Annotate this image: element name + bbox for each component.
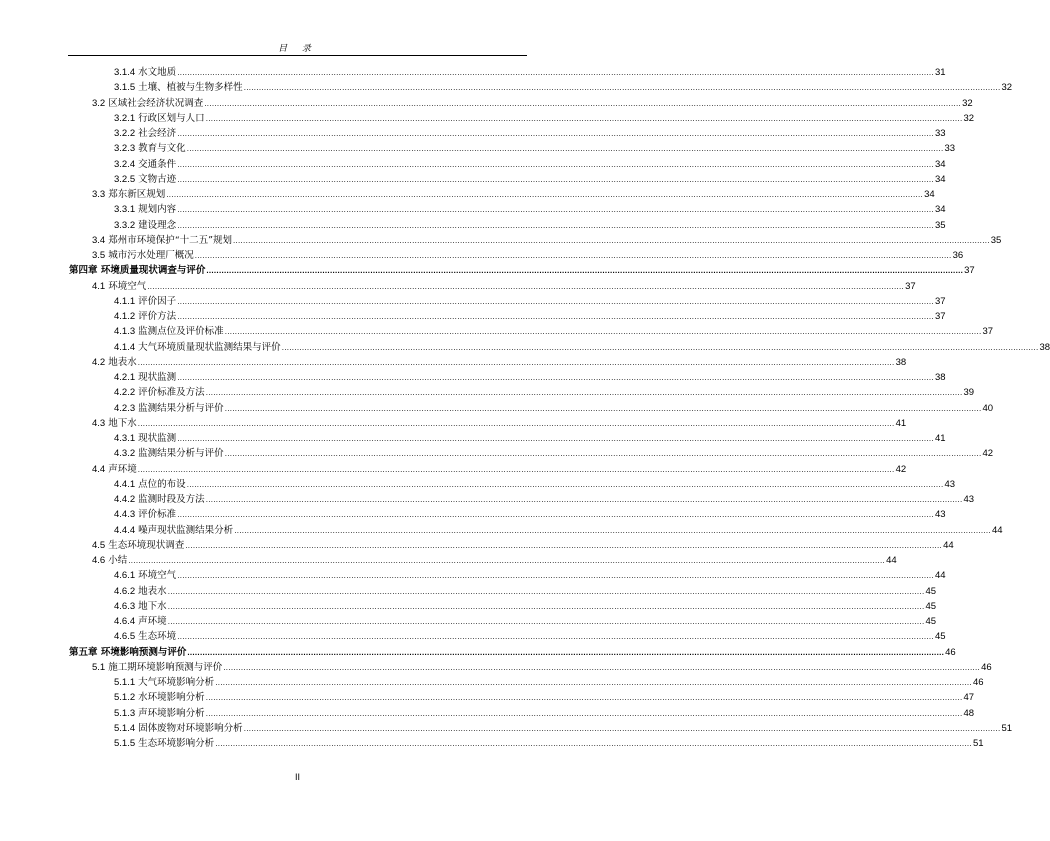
toc-entry-number: 4.3.1: [114, 433, 136, 444]
toc-entry-page: 37: [934, 311, 946, 322]
toc-leader-dots: ............................................................................................................................................................................................................................................................................................................: [243, 723, 1001, 733]
toc-entry[interactable]: [114, 522, 1003, 537]
toc-entry-page: 41: [934, 433, 946, 444]
toc-entry-page: 48: [963, 707, 975, 719]
toc-entry-title: 监测时段及方法: [138, 494, 205, 505]
toc-entry-number: 4.6.2: [114, 585, 136, 597]
toc-entry-number: 4.4.1: [114, 478, 136, 490]
toc-entry-number: 3.3: [92, 189, 106, 200]
toc-leader-dots: ............................................................................................................................................................................................................................................................................................................: [167, 586, 925, 596]
toc-entry-label: [114, 616, 167, 628]
toc-entry-label: [114, 82, 243, 94]
toc-entry-label: [114, 525, 233, 537]
toc-leader-dots: ............................................................................................................................................................................................................................................................................................................: [177, 220, 934, 230]
toc-entry[interactable]: [114, 323, 994, 338]
toc-entry-number: 4.1: [92, 280, 106, 292]
toc-chapter-entry[interactable]: [69, 262, 975, 277]
toc-entry-page: 43: [934, 509, 946, 521]
toc-entry[interactable]: [114, 400, 994, 415]
toc-entry-title: 生态环境影响分析: [138, 738, 215, 749]
toc-leader-dots: ............................................................................................................................................................................................................................................................................................................: [177, 205, 934, 215]
toc-entry-label: [92, 250, 194, 262]
toc-entry[interactable]: [114, 689, 975, 704]
toc-entry[interactable]: [114, 506, 946, 521]
header-rule: [68, 55, 527, 56]
toc-entry-number: 4.4: [92, 463, 106, 475]
toc-entry-label: [92, 235, 232, 247]
toc-entry[interactable]: [92, 461, 907, 476]
toc-entry-page: 32: [963, 112, 975, 124]
toc-entry-number: 4.6: [92, 555, 106, 566]
toc-leader-dots: ............................................................................................................................................................................................................................................................................................................: [128, 556, 886, 565]
toc-chapter-entry[interactable]: [69, 644, 956, 659]
toc-entry-page: 35: [934, 219, 946, 231]
toc-entry-number: 3.2.3: [114, 143, 136, 155]
toc-entry-title: 评价标准: [138, 509, 177, 521]
toc-entry-label: [92, 281, 146, 293]
toc-entry-title: 现状监测: [138, 372, 177, 383]
toc-entry[interactable]: [114, 369, 946, 384]
toc-entry[interactable]: [114, 705, 975, 720]
toc-entry-page: 37: [905, 280, 916, 292]
toc-entry-title: 大气环境影响分析: [138, 677, 215, 688]
toc-entry[interactable]: [114, 567, 946, 582]
toc-entry-page: 43: [944, 478, 956, 490]
toc-entry-title: 文物古迹: [138, 173, 177, 185]
toc-entry[interactable]: [114, 140, 956, 155]
toc-entry-title: 环境空气: [108, 280, 147, 292]
toc-entry-title: 规划内容: [138, 204, 177, 216]
toc-entry-label: [114, 738, 214, 750]
toc-entry-title: 监测结果分析与评价: [138, 448, 224, 460]
toc-leader-dots: ............................................................................................................................................................................................................................................................................................................: [167, 617, 925, 626]
toc-entry-title: 环境质量现状调查与评价: [100, 265, 206, 277]
toc-leader-dots: ............................................................................................................................................................................................................................................................................................................: [137, 357, 895, 367]
toc-entry-page: 47: [963, 692, 975, 704]
toc-leader-dots: ............................................................................................................................................................................................................................................................................................................: [205, 708, 963, 718]
toc-entry[interactable]: [114, 720, 1013, 735]
toc-leader-dots: ............................................................................................................................................................................................................................................................................................................: [137, 418, 895, 428]
toc-entry-page: 31: [934, 67, 946, 78]
toc-leader-dots: ............................................................................................................................................................................................................................................................................................................: [232, 235, 990, 245]
toc-entry-page: 33: [944, 143, 956, 155]
toc-entry-title: 地下水: [108, 417, 137, 429]
toc-entry[interactable]: [92, 354, 907, 369]
toc-entry-label: [114, 326, 224, 338]
toc-entry-title: 声环境: [108, 463, 137, 475]
toc-leader-dots: ............................................................................................................................................................................................................................................................................................................: [194, 251, 952, 260]
toc-entry-title: 生态环境现状调查: [108, 539, 185, 551]
toc-entry[interactable]: [114, 384, 975, 399]
toc-entry-title: 教育与文化: [138, 143, 186, 155]
toc-entry[interactable]: [114, 125, 946, 140]
toc-entry-number: 3.1.5: [114, 82, 136, 94]
toc-entry-page: 40: [982, 402, 994, 414]
toc-entry-page: 46: [972, 677, 984, 688]
toc-entry-title: 环境空气: [138, 570, 177, 582]
toc-entry-page: 38: [934, 372, 946, 383]
toc-entry-number: 3.2.5: [114, 173, 136, 185]
toc-entry[interactable]: [114, 339, 1050, 354]
toc-entry[interactable]: [114, 64, 946, 79]
toc-entry-label: [92, 98, 203, 110]
toc-entry-label: [114, 387, 205, 399]
toc-entry-title: 郑东新区规划: [108, 189, 166, 200]
toc-entry-number: 3.3.2: [114, 219, 136, 231]
toc-entry-number: 3.4: [92, 234, 106, 246]
toc-entry-label: [114, 677, 214, 689]
toc-leader-dots: ............................................................................................................................................................................................................................................................................................................: [177, 510, 934, 520]
toc-entry-page: 44: [991, 524, 1003, 536]
toc-entry-number: 4.1.3: [114, 326, 136, 338]
toc-entry-number: 4.4.3: [114, 509, 136, 521]
toc-entry-number: 4.6.1: [114, 570, 136, 582]
toc-entry[interactable]: [92, 95, 973, 110]
toc-entry-title: 郑州市环境保护“十二五”规划: [108, 234, 232, 246]
toc-entry-title: 建设理念: [138, 219, 177, 231]
toc-entry-title: 城市污水处理厂概况: [108, 250, 194, 261]
toc-entry-label: [114, 342, 281, 354]
toc-leader-dots: ............................................................................................................................................................................................................................................................................................................: [205, 495, 963, 504]
toc-entry-page: 45: [925, 585, 937, 597]
toc-entry[interactable]: [92, 552, 897, 567]
toc-entry-label: [114, 296, 176, 308]
toc-entry-number: 5.1.4: [114, 722, 136, 734]
toc-entry-number: 3.2.4: [114, 158, 136, 170]
toc-entry-number: 3.2: [92, 97, 106, 109]
toc-entry-label: [114, 204, 176, 216]
page-header-title: 目 录: [278, 44, 317, 54]
toc-entry-number: 4.2.1: [114, 372, 136, 383]
toc-entry-number: 5.1: [92, 661, 106, 673]
toc-leader-dots: ............................................................................................................................................................................................................................................................................................................: [137, 464, 895, 474]
toc-entry[interactable]: [114, 201, 946, 216]
toc-entry-title: 区域社会经济状况调查: [108, 97, 204, 109]
toc-entry-title: 施工期环境影响预测与评价: [108, 661, 223, 673]
toc-entry-label: [114, 67, 176, 79]
toc-entry[interactable]: [92, 278, 916, 293]
toc-leader-dots: ............................................................................................................................................................................................................................................................................................................: [177, 373, 934, 382]
toc-leader-dots: ............................................................................................................................................................................................................................................................................................................: [177, 632, 934, 642]
toc-entry-number: 4.1.2: [114, 311, 136, 322]
toc-entry-label: [92, 662, 222, 674]
toc-entry-label: [114, 372, 176, 384]
toc-entry-title: 交通条件: [138, 158, 177, 170]
toc-entry-number: 3.2.1: [114, 112, 136, 124]
toc-entry-page: 32: [1001, 82, 1013, 94]
toc-entry-label: [114, 174, 176, 186]
toc-entry-label: [92, 189, 165, 201]
toc-leader-dots: ............................................................................................................................................................................................................................................................................................................: [186, 479, 944, 489]
toc-entry-title: 地下水: [138, 600, 167, 612]
toc-entry-number: 第五章: [69, 646, 98, 658]
toc-leader-dots: ............................................................................................................................................................................................................................................................................................................: [234, 525, 991, 535]
toc-entry-label: [92, 555, 127, 567]
toc-entry-title: 土壤、植被与生物多样性: [138, 82, 243, 94]
toc-entry-title: 现状监测: [138, 433, 177, 444]
toc-leader-dots: ............................................................................................................................................................................................................................................................................................................: [224, 403, 982, 413]
toc-entry-title: 评价因子: [138, 295, 177, 307]
toc-entry-page: 44: [934, 570, 946, 582]
toc-entry-label: [114, 509, 176, 521]
toc-entry-title: 监测结果分析与评价: [138, 402, 224, 414]
toc-entry-page: 37: [982, 326, 994, 338]
toc-entry[interactable]: [114, 674, 984, 689]
toc-entry-number: 3.1.4: [114, 67, 136, 78]
toc-entry-page: 34: [934, 204, 946, 216]
toc-entry-page: 33: [934, 128, 946, 139]
toc-entry[interactable]: [114, 293, 946, 308]
toc-entry-page: 41: [895, 417, 907, 429]
toc-entry-title: 噪声现状监测结果分析: [138, 524, 234, 536]
toc-entry[interactable]: [92, 415, 907, 430]
toc-entry-label: [114, 723, 243, 735]
toc-entry-number: 4.3.2: [114, 448, 136, 460]
toc-entry-number: 4.6.4: [114, 616, 136, 627]
toc-entry-page: 45: [925, 600, 937, 612]
toc-entry-number: 4.6.3: [114, 600, 136, 612]
toc-entry[interactable]: [92, 247, 964, 262]
toc-entry[interactable]: [114, 171, 946, 186]
toc-leader-dots: ............................................................................................................................................................................................................................................................................................................: [215, 678, 972, 687]
toc-entry-label: [114, 631, 176, 643]
toc-entry-title: 地表水: [138, 585, 167, 597]
toc-entry-label: [114, 128, 176, 140]
toc-entry-label: [114, 494, 205, 506]
toc-entry[interactable]: [114, 110, 975, 125]
footer-page-number: II: [294, 772, 300, 782]
toc-entry-number: 5.1.1: [114, 677, 136, 688]
toc-entry-label: [114, 311, 176, 323]
toc-leader-dots: ............................................................................................................................................................................................................................................................................................................: [224, 449, 982, 459]
toc-entry-title: 社会经济: [138, 128, 177, 139]
toc-entry-title: 小结: [108, 555, 128, 566]
toc-entry-label: [114, 570, 176, 582]
toc-entry[interactable]: [114, 491, 975, 506]
toc-entry-label: [114, 433, 176, 445]
toc-entry-title: 声环境: [138, 616, 167, 627]
toc-leader-dots: ............................................................................................................................................................................................................................................................................................................: [177, 312, 934, 321]
toc-entry-page: 42: [895, 463, 907, 475]
toc-leader-dots: ............................................................................................................................................................................................................................................................................................................: [186, 144, 944, 154]
toc-entry-number: 第四章: [69, 265, 98, 277]
toc-entry-label: [114, 220, 176, 232]
toc-leader-dots: ............................................................................................................................................................................................................................................................................................................: [224, 327, 982, 337]
toc-entry-label: [114, 448, 224, 460]
toc-entry-page: 36: [952, 250, 964, 261]
toc-entry[interactable]: [114, 156, 946, 171]
toc-leader-dots: ............................................................................................................................................................................................................................................................................................................: [206, 266, 964, 276]
toc-entry-number: 5.1.5: [114, 738, 136, 749]
toc-leader-dots: ............................................................................................................................................................................................................................................................................................................: [205, 388, 963, 398]
toc-entry-title: 监测点位及评价标准: [138, 326, 224, 338]
toc-entry-page: 34: [934, 173, 946, 185]
toc-entry[interactable]: [114, 217, 946, 232]
toc-entry-title: 固体废物对环境影响分析: [138, 722, 243, 734]
toc-leader-dots: ............................................................................................................................................................................................................................................................................................................: [187, 647, 945, 657]
toc-leader-dots: ............................................................................................................................................................................................................................................................................................................: [177, 296, 934, 306]
toc-entry-label: [69, 647, 186, 659]
toc-leader-dots: ............................................................................................................................................................................................................................................................................................................: [243, 83, 1001, 93]
toc-entry-number: 4.6.5: [114, 631, 136, 643]
toc-entry-page: 39: [963, 387, 975, 399]
toc-entry-number: 4.1.1: [114, 295, 136, 307]
toc-entry-label: [114, 159, 176, 171]
toc-entry-label: [114, 601, 167, 613]
toc-entry-page: 34: [934, 158, 946, 170]
toc-leader-dots: ............................................................................................................................................................................................................................................................................................................: [147, 281, 905, 291]
toc-entry-page: 45: [934, 631, 946, 643]
toc-entry-page: 34: [924, 189, 935, 200]
toc-entry[interactable]: [114, 476, 956, 491]
toc-entry-label: [114, 479, 186, 491]
toc-entry-label: [92, 540, 184, 552]
toc-entry-label: [92, 357, 137, 369]
toc-entry-page: 45: [925, 616, 937, 627]
toc-entry[interactable]: [114, 308, 946, 323]
toc-leader-dots: ............................................................................................................................................................................................................................................................................................................: [177, 434, 934, 443]
toc-leader-dots: ............................................................................................................................................................................................................................................................................................................: [166, 190, 924, 199]
toc-entry-number: 4.3: [92, 417, 106, 429]
toc-entry-label: [114, 143, 186, 155]
toc-entry[interactable]: [114, 598, 937, 613]
toc-entry-title: 点位的布设: [138, 478, 186, 490]
toc-entry-label: [92, 464, 137, 476]
toc-entry-number: 5.1.3: [114, 707, 136, 719]
toc-entry-title: 水环境影响分析: [138, 692, 205, 704]
toc-entry-page: 32: [962, 97, 973, 109]
toc-entry-number: 3.3.1: [114, 204, 136, 216]
toc-entry-number: 3.5: [92, 250, 106, 261]
toc-entry-title: 环境影响预测与评价: [100, 646, 187, 658]
toc-entry-title: 评价标准及方法: [138, 387, 205, 399]
toc-entry-page: 43: [963, 494, 975, 505]
toc-entry-page: 46: [945, 646, 956, 658]
toc-leader-dots: ............................................................................................................................................................................................................................................................................................................: [215, 739, 972, 748]
toc-entry-number: 4.1.4: [114, 341, 136, 353]
toc-leader-dots: ............................................................................................................................................................................................................................................................................................................: [204, 98, 962, 108]
toc-entry-page: 42: [982, 448, 994, 460]
toc-entry-number: 5.1.2: [114, 692, 136, 704]
toc-leader-dots: ............................................................................................................................................................................................................................................................................................................: [281, 342, 1039, 352]
toc-entry[interactable]: [114, 583, 937, 598]
toc-entry[interactable]: [92, 659, 992, 674]
toc-entry[interactable]: [92, 232, 1002, 247]
toc-entry[interactable]: [114, 445, 994, 460]
toc-entry-number: 4.2: [92, 356, 106, 368]
toc-entry-page: 44: [886, 555, 897, 566]
toc-entry-title: 水文地质: [138, 67, 177, 78]
toc-entry-page: 51: [1001, 722, 1013, 734]
toc-entry-label: [114, 403, 224, 415]
toc-entry-label: [114, 708, 205, 720]
toc-entry-label: [69, 265, 205, 277]
toc-entry-title: 地表水: [108, 356, 137, 368]
toc-leader-dots: ............................................................................................................................................................................................................................................................................................................: [177, 68, 934, 77]
toc-entry[interactable]: [92, 537, 954, 552]
toc-entry-title: 行政区划与人口: [138, 112, 205, 124]
toc-entry-number: 4.2.2: [114, 387, 136, 399]
toc-leader-dots: ............................................................................................................................................................................................................................................................................................................: [205, 693, 963, 703]
toc-entry-number: 4.4.4: [114, 524, 136, 536]
toc-leader-dots: ............................................................................................................................................................................................................................................................................................................: [223, 662, 981, 672]
toc-entry-number: 4.5: [92, 539, 106, 551]
toc-entry-title: 大气环境质量现状监测结果与评价: [138, 341, 281, 353]
toc-leader-dots: ............................................................................................................................................................................................................................................................................................................: [177, 129, 934, 138]
toc-leader-dots: ............................................................................................................................................................................................................................................................................................................: [167, 601, 925, 611]
toc-entry-label: [92, 418, 137, 430]
toc-entry[interactable]: [114, 735, 984, 750]
toc-entry-page: 38: [895, 356, 907, 368]
toc-entry-label: [114, 586, 167, 598]
toc-entry-title: 声环境影响分析: [138, 707, 205, 719]
toc-leader-dots: ............................................................................................................................................................................................................................................................................................................: [177, 159, 934, 169]
toc-entry[interactable]: [114, 613, 937, 628]
toc-leader-dots: ............................................................................................................................................................................................................................................................................................................: [205, 113, 963, 123]
toc-entry-label: [114, 113, 205, 125]
toc-entry-page: 44: [943, 539, 954, 551]
toc-entry[interactable]: [114, 430, 946, 445]
toc-entry-title: 评价方法: [138, 311, 177, 322]
toc-entry-page: 35: [990, 234, 1002, 246]
toc-leader-dots: ............................................................................................................................................................................................................................................................................................................: [177, 571, 934, 581]
toc-entry-number: 3.2.2: [114, 128, 136, 139]
toc-entry-page: 46: [981, 661, 992, 673]
toc-entry-page: 51: [972, 738, 984, 749]
toc-entry-page: 37: [964, 265, 975, 277]
toc-leader-dots: ............................................................................................................................................................................................................................................................................................................: [177, 174, 934, 184]
toc-entry-title: 生态环境: [138, 631, 177, 643]
toc-entry-number: 4.2.3: [114, 402, 136, 414]
toc-entry-page: 37: [934, 295, 946, 307]
toc-entry-page: 38: [1039, 341, 1050, 353]
toc-entry[interactable]: [114, 79, 1013, 94]
toc-entry[interactable]: [114, 628, 946, 643]
toc-entry-label: [114, 692, 205, 704]
toc-entry[interactable]: [92, 186, 935, 201]
toc-entry-number: 4.4.2: [114, 494, 136, 505]
toc-leader-dots: ............................................................................................................................................................................................................................................................................................................: [185, 540, 943, 550]
